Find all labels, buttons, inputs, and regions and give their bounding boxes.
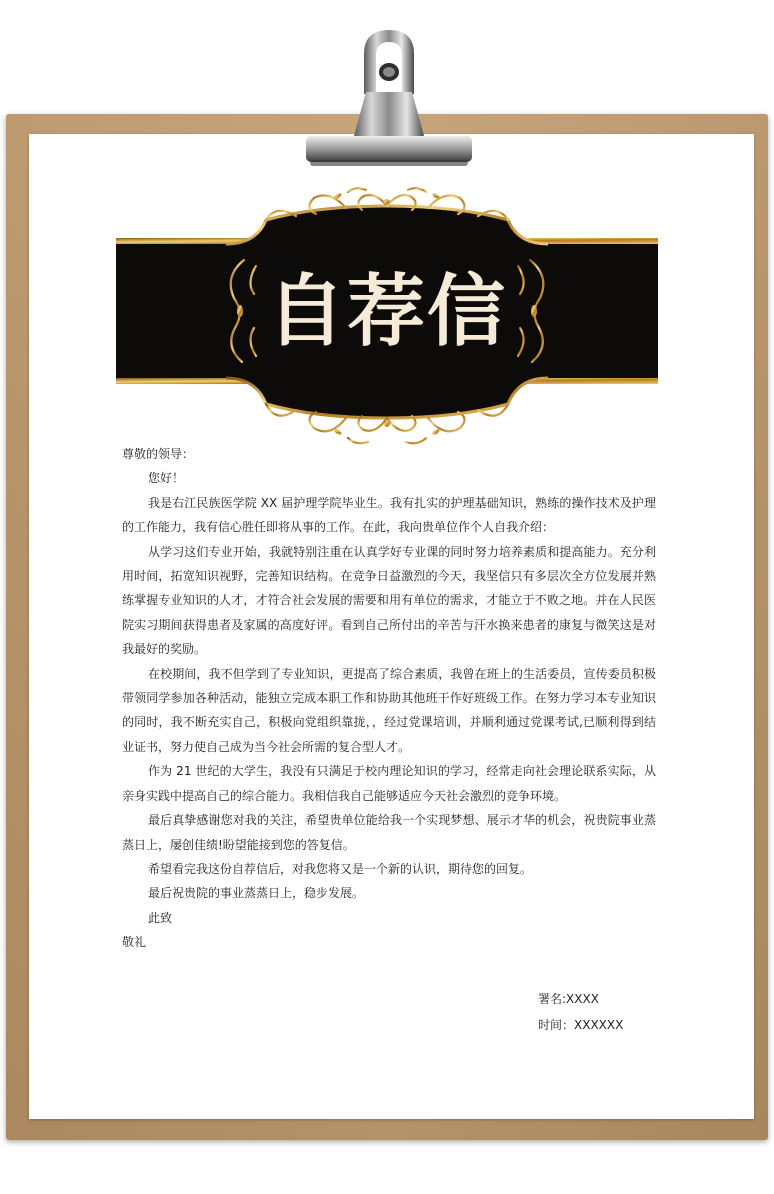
letter-body — [122, 442, 656, 955]
paragraph-expect: 希望看完我这份自荐信后，对我您将又是一个新的认识，期待您的回复。 — [148, 861, 533, 876]
closing-cizhi: 此致 — [148, 910, 173, 925]
paragraph-intro: 我是右江民族医学院 XX 届护理学院毕业生。我有扎实的护理基础知识，熟练的操作技术及护理的工作能力，我有信心胜任即将从事的工作。在此，我向贵单位作个人自我介绍： — [122, 495, 656, 535]
letter-title: 自荐信 — [266, 267, 507, 357]
salutation: 尊敬的领导： — [122, 447, 195, 461]
greeting: 您好！ — [148, 471, 185, 486]
binder-clip-icon — [296, 24, 481, 176]
paragraph-wishes: 最后祝贵院的事业蒸蒸日上，稳步发展。 — [148, 886, 365, 901]
paragraph-study: 从学习这们专业开始，我就特别注重在认真学好专业课的同时努力培养素质和提高能力。充分利用时间，拓宽知识视野，完善知识结构。在竞争日益激烈的今天，我坚信只有多层次全方位发展并熟练掌握专业知识的人才，才符合社会发展的需要和用有单位的需求，才能立于不败之地。并在人民医院实习期间获得患者及家属的高度好评。看到自己所付出的辛苦与汗水换来患者的康复与微笑这是对我最好的奖励。 — [122, 544, 656, 657]
paragraph-campus: 在校期间，我不但学到了专业知识，更提高了综合素质，我曾在班上的生活委员，宣传委员积极带领同学参加各种活动，能独立完成本职工作和协助其他班干作好班级工作。在努力学习本专业知识的同时，我不断充实自己，积极向党组织靠拢，，经过党课培训，并顺利通过党课考试,已顺利得到结业证书，努力使自己成为当今社会所需的复合型人才。 — [122, 666, 656, 754]
paragraph-thanks: 最后真挚感谢您对我的关注，希望贵单位能给我一个实现梦想、展示才华的机会，祝贵院事业蒸蒸日上，屡创佳绩!盼望能接到您的答复信。 — [122, 813, 656, 852]
date: 时间：XXXXXX — [538, 1018, 624, 1032]
closing-jingli: 敬礼 — [122, 935, 147, 950]
paragraph-practice: 作为 21 世纪的大学生，我没有只满足于校内理论知识的学习，经常走向社会理论联系实际，从亲身实践中提高自己的综合能力。我相信我自己能够适应今天社会激烈的竞争环境。 — [122, 764, 656, 803]
signature: 署名:XXXX — [538, 992, 599, 1006]
signature-block — [538, 986, 623, 1038]
